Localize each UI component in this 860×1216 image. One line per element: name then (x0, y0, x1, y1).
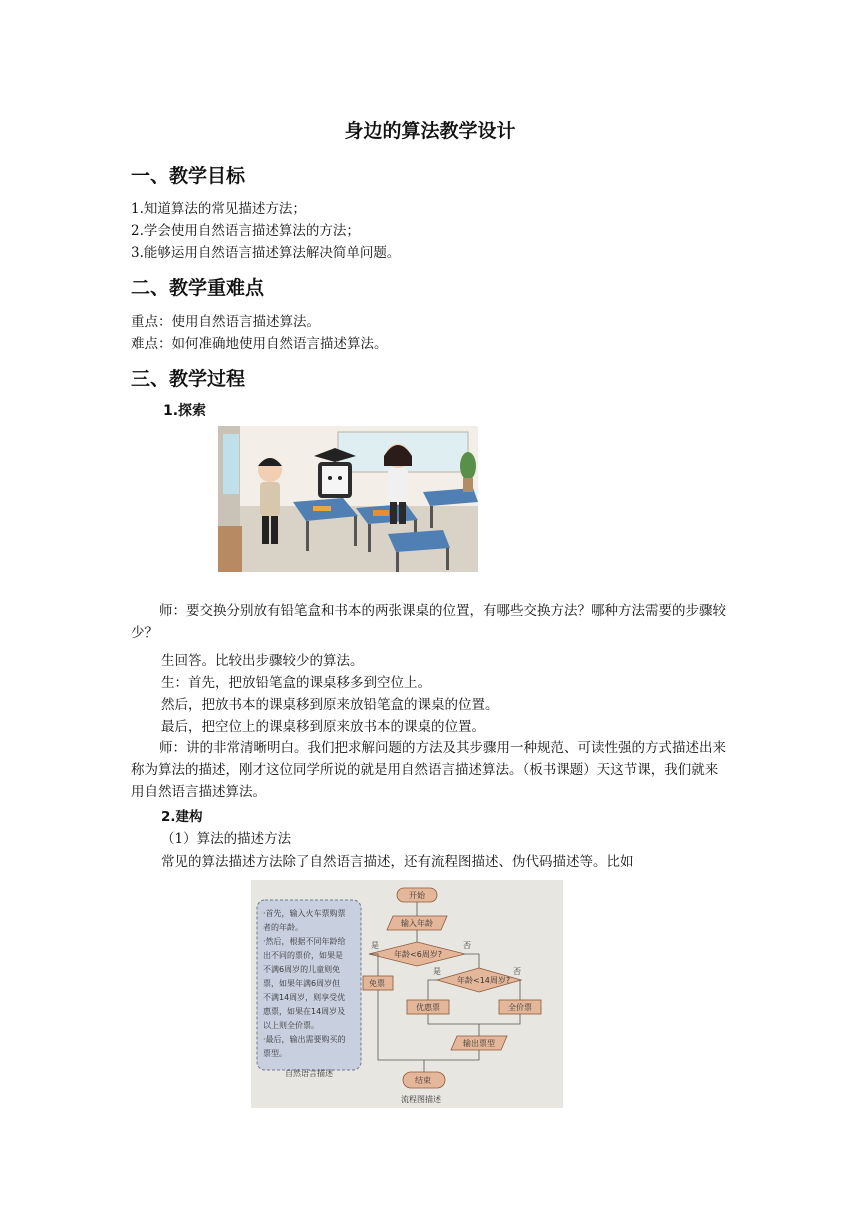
natural-language-line: ·然后，根据不同年龄给 (263, 937, 346, 946)
svg-text:开始: 开始 (409, 891, 425, 900)
goal-item-3: 3.能够运用自然语言描述算法解决简单问题。 (131, 245, 401, 261)
paragraph-student-answer: 生回答。比较出步骤较少的算法。 (161, 653, 364, 669)
svg-text:否: 否 (463, 941, 471, 950)
step-explore-label: 1.探索 (163, 403, 207, 419)
flow-caption: 流程图描述 (401, 1095, 441, 1104)
svg-text:全价票: 全价票 (508, 1003, 532, 1012)
svg-text:结束: 结束 (415, 1076, 431, 1085)
section-heading-goals: 一、教学目标 (131, 165, 246, 187)
natural-language-line: 票，如果年满6周岁但 (263, 979, 341, 988)
paragraph-teacher-question: 师：要交换分别放有铅笔盒和书本的两张课桌的位置，有哪些交换方法？哪种方法需要的步骤较少？ (131, 603, 726, 641)
paragraph-step-first: 生：首先，把放铅笔盒的课桌移多到空位上。 (161, 675, 431, 691)
natural-language-line: 不满6周岁的儿童则免 (263, 965, 341, 974)
natural-language-line: 不满14周岁，则享受优 (263, 993, 346, 1002)
classroom-illustration (218, 426, 478, 572)
svg-text:年龄<6周岁?: 年龄<6周岁? (394, 950, 443, 959)
natural-language-line: ·首先，输入火车票购票 (263, 909, 346, 918)
paragraph-step-then: 然后，把放书本的课桌移到原来放铅笔盒的课桌的位置。 (161, 697, 499, 713)
goal-item-1: 1.知道算法的常见描述方法； (131, 201, 306, 217)
svg-text:是: 是 (371, 941, 379, 950)
difficulty-point: 难点：如何准确地使用自然语言描述算法。 (131, 336, 388, 352)
section-heading-process: 三、教学过程 (131, 368, 246, 390)
goal-item-2: 2.学会使用自然语言描述算法的方法； (131, 223, 360, 239)
natural-language-line: 出不同的票价，如果是 (263, 951, 343, 960)
natural-language-line: ·最后，输出需要购买的 (263, 1035, 346, 1044)
natural-language-line: 以上则全价票。 (263, 1021, 319, 1030)
step-construct-label: 2.建构 (161, 809, 203, 825)
section-heading-keypoints: 二、教学重难点 (131, 277, 265, 299)
svg-text:输入年龄: 输入年龄 (401, 919, 433, 928)
svg-text:免票: 免票 (369, 979, 385, 988)
svg-text:年龄<14周岁?: 年龄<14周岁? (457, 976, 511, 985)
natural-language-line: 票型。 (263, 1049, 287, 1058)
page-title: 身边的算法教学设计 (344, 120, 516, 142)
paragraph-description-methods: 常见的算法描述方法除了自然语言描述，还有流程图描述、伪代码描述等。比如 (161, 854, 634, 870)
natural-language-line: 惠票，如果在14周岁及 (263, 1007, 346, 1016)
natural-language-line: 者的年龄。 (263, 923, 303, 932)
key-point: 重点：使用自然语言描述算法。 (131, 314, 320, 330)
subsection-description-methods: （1）算法的描述方法 (161, 831, 292, 847)
natural-language-caption: 自然语言描述 (285, 1069, 333, 1078)
svg-text:优惠票: 优惠票 (416, 1003, 440, 1012)
svg-text:是: 是 (433, 967, 441, 976)
svg-text:输出票型: 输出票型 (463, 1039, 495, 1048)
paragraph-step-last: 最后，把空位上的课桌移到原来放书本的课桌的位置。 (161, 719, 485, 735)
algorithm-description-figure (251, 880, 563, 1108)
svg-text:否: 否 (513, 967, 521, 976)
paragraph-teacher-summary: 师：讲的非常清晰明白。我们把求解问题的方法及其步骤用一种规范、可读性强的方式描述出来称为算法的描述，刚才这位同学所说的就是用自然语言描述算法。（板书课题）天这节课，我们就来用自然语言描述算法。 (131, 740, 726, 800)
